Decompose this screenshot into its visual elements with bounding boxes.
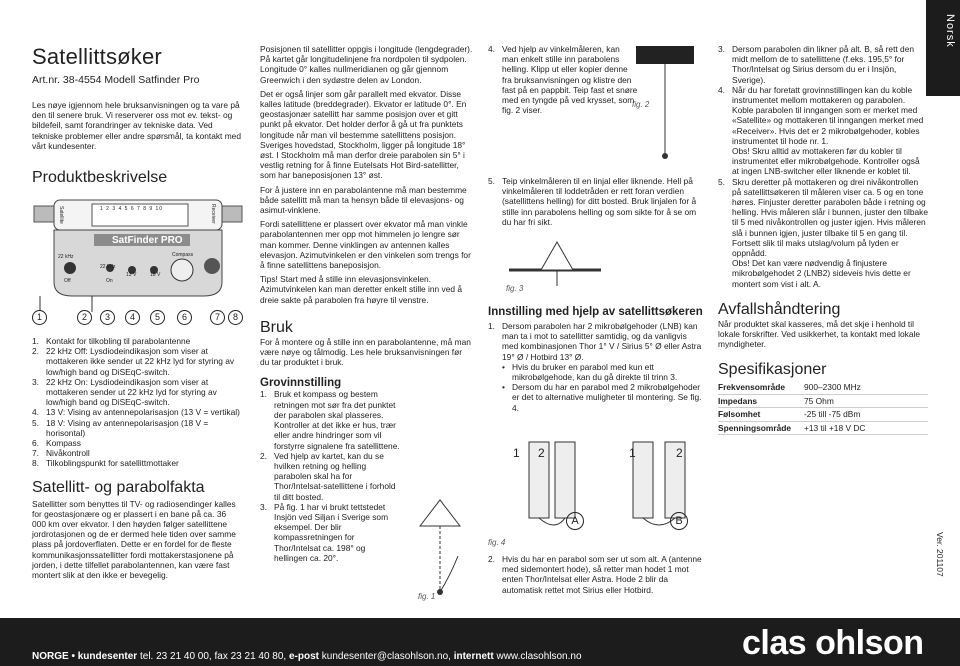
col2-p3: For å justere inn en parabolantenne må man bestemme både satellitt må man ta hensyn både til elevasjons- og asimut-vinklene. (260, 184, 467, 216)
footer-bar (0, 618, 960, 666)
led-22khz-on-label: 22 kHz (100, 264, 116, 270)
callout-7: 7 (210, 310, 225, 325)
lnb-label-b2: 2 (676, 446, 683, 460)
step5-list (488, 176, 703, 227)
specs-table (718, 381, 928, 435)
list-item: • Hvis du bruker en parabol med kun ett mikrobølgehode, kan du gå direkte til trinn 3. (502, 361, 678, 383)
alt-a-label: A (566, 512, 584, 530)
list-item: 1. Kontakt for tilkobling til parabolantenne (32, 336, 191, 346)
innstilling-heading: Innstilling med hjelp av satellittsøkeren (488, 306, 703, 318)
fig1-label: fig. 1 (418, 592, 436, 601)
fig4-label: fig. 4 (488, 538, 506, 547)
list-item: 4. 13 V: Vising av antennepolarisasjon (13 V = vertikal) (32, 407, 240, 418)
obs2-text: Obs! Det kan være nødvendig å finjustere mikrobølgehodet 2 (LNB2) sideveis hvis dette er montert som vist i alt. A. (732, 258, 911, 289)
col4-list-2 (718, 177, 928, 259)
callout-2: 2 (77, 310, 92, 325)
footer-web[interactable]: www.clasohlson.no (496, 651, 582, 662)
footer-email[interactable]: kundesenter@clasohlson.no, (321, 651, 451, 662)
list-item: 2. 22 kHz Off: Lysdiodeindikasjon som viser at mottakeren ikke sender ut 22 kHz lyd for styring av low/high band og DiSEqC-switch. (32, 346, 235, 377)
bruk-text: For å montere og å stille inn en parabolantenne, må man være nøye og tålmodig. Les hele bruksanvisningen før du tar produktet i bruk. (260, 336, 471, 368)
list-item: 2. Hvis du har en parabol som ser ut som alt. A (antenne med sidemontert hode), så retter man hodet 1 mot enten Thor/Intelsat eller Astra. Hode 2 blir da automatisk rettet mot Sirius eller Hotbird. (488, 554, 702, 595)
col2-p2: Det er også linjer som går parallelt med ekvator. Disse kalles latitude (breddegrader). Ekvator er latitude 0°. En geostasjonær satellitt har samme posisjon over et gitt punkt på ekvator. Det holder derfor å gå ut fra punktets longitude når man vil bestemme satellittens posisjon. Sveriges hovedstad, Stockholm, ligger på longitude 18° øst. I Stockholm må man derfor dreie parabolen sin 5° i vestlig retning for å finne Eutelsats Hot Bird-satellitter, som har baneposisjonen 13° øst. (260, 88, 467, 181)
innstilling-list (488, 321, 703, 362)
callout-3: 3 (100, 310, 115, 325)
callout-6: 6 (177, 310, 192, 325)
col2-p1: Posisjonen til satellitter oppgis i longitude (lengdegrader). På kartet går longitudelinjene fra nordpolen til sydpolen. Longitude 0° kalles nullmeridianen og går gjennom Greenwich i den sydøstre delen av London. (260, 44, 473, 85)
grov-list (260, 389, 400, 562)
list-item: 3. Dersom parabolen din likner på alt. B, så rett den midt mellom de to satellittene (f.eks. 195,5° for Thor/Intelsat og Sirius dersom du er i Insjön, Sverige). (718, 44, 915, 85)
callout-1: 1 (32, 310, 47, 325)
receiver-port-label: Receiver (210, 204, 216, 224)
fakta-heading: Satellitt- og parabolfakta (32, 478, 205, 496)
fig2-label: fig. 2 (632, 100, 650, 109)
bruk-heading: Bruk (260, 318, 293, 336)
13v-label: 13 V (126, 272, 137, 278)
list-item: 8. Tilkoblingspunkt for satellittmottaker (32, 458, 179, 469)
off-label: Off (64, 278, 71, 284)
list-item: 5. 18 V: Vising av antennepolarisasjon (18 V = horisontal) (32, 417, 209, 438)
fig3-label: fig. 3 (506, 284, 524, 293)
spes-heading: Spesifikasjoner (718, 361, 827, 379)
column-1 (32, 0, 242, 187)
footer-email-label: e-post (289, 651, 319, 662)
spec-row: Frekvensområde 900–2300 MHz (718, 381, 928, 395)
language-tab (926, 0, 960, 96)
footer-web-label: internett (453, 651, 494, 662)
compass-direction-figure (410, 496, 478, 606)
spec-row: Følsomhet -25 till -75 dBm (718, 408, 928, 422)
clas-ohlson-logo: clas ohlson (742, 624, 924, 662)
list-item: 4. Når du har foretatt grovinnstillingen kan du koble instrumentet mellom mottakeren og parabolen. Koble parabolen til inngangen som er merket med «Satellite» og mottakeren til inngangen merket med «Receiver». Hvis det er 2 mikrobølgehoder, kobles instrumentet til hode nr. 1. (718, 84, 924, 146)
step2-container (488, 554, 703, 595)
led-22khz-off-label: 22 kHz (58, 254, 74, 260)
alt-b-label: B (670, 512, 688, 530)
18v-label: 18 V (150, 272, 161, 278)
callout-8: 8 (228, 310, 243, 325)
col4-list (718, 44, 928, 146)
device-brand: SatFinder PRO (112, 235, 183, 246)
spec-row: Spenningsområde +13 til +18 V DC (718, 422, 928, 436)
column-4 (718, 44, 928, 435)
grov-heading: Grovinnstilling (260, 377, 342, 390)
list-item: • Dersom du har en parabol med 2 mikrobølgehoder er det to alternative muligheter til montering. Se fig. 4. (502, 382, 702, 413)
step5-container (488, 176, 703, 227)
spec-row: Impedans 75 Ohm (718, 395, 928, 409)
obs1-text: Obs! Skru alltid av mottakeren før du kobler til instrumentet eller mikrobølgehode. Kontroller også at ingen LNB-switcher eller liknende er koblet til. (732, 146, 920, 177)
list-item: 1. Bruk et kompass og bestem retningen mot sør fra det punktet der parabolen skal plasseres. Kontroller at det ikke er hus, trær eller andre hindringer som vil forstyrre signalene fra satellittene. (260, 389, 400, 451)
produkt-heading: Produktbeskrivelse (32, 169, 168, 187)
list-item: 5. Teip vinkelmåleren til en linjal eller liknende. Hell på vinkelmåleren til loddetråden er rett foran verdien (satellittens helling) for ditt bosted. Bruk linjalen for å stille inn parabolens helling og som sikte for å se om du har fri sikt. (488, 176, 697, 227)
list-item: 5. Skru deretter på mottakeren og drei nivåkontrollen på satellittsøkeren til måleren viser ca. 5 og en tone høres. Finjuster deretter parabolen både i retning og helling. Hvis måleren slår i bunnen, juster den tilbake til 5 med nivåkontrollen og juster igjen. Hvis måleren slå i bunnen igjen, juster tilbake til 5 en gang til. Fortsett slik til maks utslag/volum på lyden er oppnådd. (718, 176, 928, 259)
language-tab-label: Norsk (944, 14, 956, 48)
innstilling-container (488, 306, 703, 413)
satellite-port-label: Satellite (58, 206, 64, 224)
list-item: 3. 22 kHz On: Lysdiodeindikasjon som viser at mottakeren sender ut 22 kHz lyd for styring av low/high band og DiSEqC-switch. (32, 376, 217, 408)
page-title: Satellittsøker (32, 44, 162, 69)
step2-list (488, 554, 703, 595)
avfall-heading: Avfallshåndtering (718, 300, 841, 318)
parts-list-container (32, 336, 242, 580)
callout-4: 4 (125, 310, 140, 325)
step4-list (488, 44, 638, 115)
bullet-list (488, 362, 703, 413)
version-label: Ver. 201107 (935, 532, 945, 577)
avfall-text: Når produktet skal kasseres, må det skje i henhold til lokale forskrifter. Ved usikkerhet, ta kontakt med lokale myndigheter. (718, 318, 921, 350)
column-2 (260, 44, 473, 563)
intro-text: Les nøye igjennom hele bruksanvisningen og ta vare på den til senere bruk. Vi reserverer oss mot ev. tekst- og bildefeil, samt forandringer av tekniske data. Ved tekniske problemer eller andre spørsmål, ta kontakt med vårt kundesenter. (32, 100, 241, 151)
list-item: 3. På fig. 1 har vi brukt tettstedet Insjön ved Siljan i Sverige som eksempel. Der blir kompassretningen for Thor/Intelsat ca. 198° og hellingen ca. 20°. (260, 501, 389, 563)
fakta-text: Satellitter som benyttes til TV- og radiosendinger kalles for geostasjonære og er plassert i en bane på ca. 36 000 km over ekvator. I den høyden følger satellittene jordrotasjonen og de er dermed hele tiden over samme plass på jordoverflaten. Dette er en fordel for de fleste kommunikasjonssatellitter fordi mottakerstasjonene på jorden, i dette tilfellet parabolantennen, kan være fast montert slik at den ikke er bevegelig. (32, 498, 236, 581)
col2-p4: Fordi satellittene er plassert over ekvator må man vinkle parabolantennen mer opp mot himmelen jo lengre sør man kommer. Denne vinklingen av antennen kalles elevasjon. Azimutvinkelen er den vinkelen som trengs for å finne satellittens baneposisjon. (260, 219, 471, 271)
list-item: 6. Kompass (32, 438, 81, 449)
lnb-label-a1: 1 (513, 446, 520, 460)
list-item: 4. Ved hjelp av vinkelmåleren, kan man enkelt stille inn parabolens helling. Klipp ut eller kopier denne fra bruksanvisningen og klistre den fast på en pappbit. Teip fast et snøre med en tyngde på ved krysset, som fig. 2 viser. (488, 44, 638, 116)
product-subtitle: Art.nr. 38-4554 Modell Satfinder Pro (32, 74, 200, 86)
meter-scale: 1 2 3 4 5 6 7 8 9 10 (100, 206, 164, 212)
footer-country: NORGE • kundesenter (32, 651, 138, 662)
footer-tel: tel. 23 21 40 00, fax 23 21 40 80, (139, 651, 287, 662)
list-item: 1. Dersom parabolen har 2 mikrobølgehoder (LNB) kan man ta i mot to satellitter samtidig, og da vanligvis med kombinasjonen Thor 1° V / Sirius 5° Ø eller Astra 19° Ø / Hotbird 13° Ø. (488, 321, 702, 362)
ruler-figure (505, 238, 605, 288)
list-item: 7. Nivåkontroll (32, 448, 90, 459)
tips-text: Tips! Start med å stille inn elevasjonsvinkelen. Azimutvinkelen kan man deretter enkelt stille inn ved å dreie sakte på parabolen fra høyre til venstre. (260, 274, 463, 305)
list-item: 2. Ved hjelp av kartet, kan du se hvilken retning og helling parabolen skal ha for Thor/Intelsat-satellittene i forhold til ditt bosted. (260, 450, 396, 502)
lnb-label-b1: 1 (629, 446, 636, 460)
footer-contact (32, 651, 582, 662)
lnb-label-a2: 2 (538, 446, 545, 460)
compass-label: Compass (172, 252, 194, 258)
callout-5: 5 (150, 310, 165, 325)
on-label: On (106, 278, 113, 284)
parts-list (32, 336, 242, 469)
